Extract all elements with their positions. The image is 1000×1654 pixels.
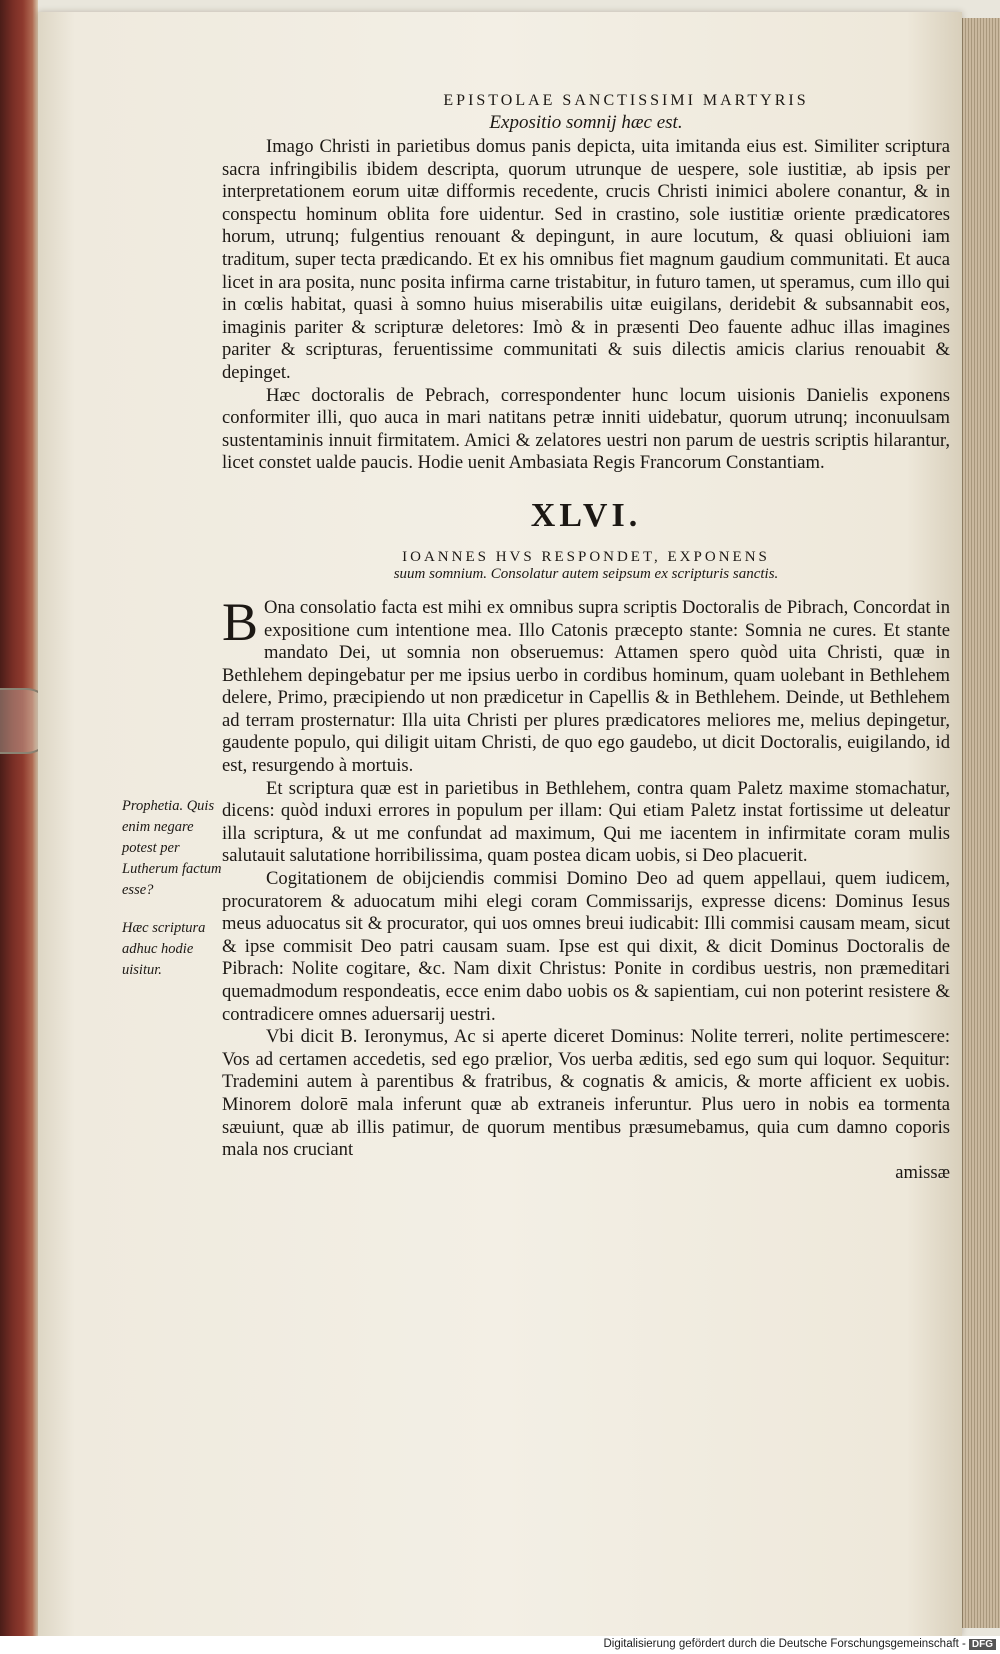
margin-note-scriptura: Hæc scriptura adhuc hodie uisitur. [122,920,206,978]
paragraph: Imago Christi in parietibus domus panis depicta, uita imitanda eius est. Similiter scriptura sacra infringibilis ibidem descripta, quorum utrunque de uespere, sole iustitiæ, ab ipsis per interpretationem eorum uitæ difformis recedente, crucis Christi inimici abolere conantur, & in conspectu hominum oblita fore uidentur. Sed in crastino, sole iustitiæ oriente prædicatores horum, utrunq; fulgentius renouant & depingunt, in aure locutum, & quasi obliuioni iam traditum, super tecta prædicando. Et ex his omnibus fiet magnum gaudium communitati. Et auca licet in ara posita, nunc posita infirma carne tristabitur, in futuro tamen, ut speramus, cum illo qui in cœlis habitat, quasi à somno huius miserabilis uitæ euigilans, deridebit & subsannabit eos, imaginis pariter & scripturæ deletores: Imò & in præsenti Deo fauente adhuc illas imagines pariter & scripturas, feruentissime communitati & suis dilectis amicis clarius renouabit & depinget. [222,136,950,383]
running-head: EPISTOLAE SANCTISSIMI MARTYRIS [443,92,809,109]
section-title: Expositio somnij hæc est. [489,112,683,133]
main-text [222,92,950,1184]
chapter-number: XLVI. [530,496,642,534]
dfg-logo: DFG [969,1639,996,1650]
letter-subheading: suum somnium. Consolatur autem seipsum ex scripturis sanctis. [393,565,779,582]
paragraph: Vbi dicit B. Ieronymus, Ac si aperte diceret Dominus: Nolite terreri, nolite pertimescere: Vos ad certamen accedetis, sed ego prælior, Vos uerba æditis, sed ego sum qui loquor. Sequitur: Trademini autem à parentibus & fratribus, & cognatis & amicis, & morte afficient ex uobis. Minorem dolorē mala inferunt quæ ab extraneis inferuntur. Plus uero in nobis ea tormenta sæuiunt, quæ ab illis patimur, de quorum mentibus præsumebamus, quia cum damno coporis mala nos cruciant [222,1026,950,1161]
footer [603,1638,996,1650]
first-paragraph [222,591,950,778]
paragraph: Hæc doctoralis de Pebrach, correspondenter hunc locum uisionis Danielis exponens conformiter illi, quo auca in mari natitans petræ inniti uidebatur, quorum utrunq; inconuulsam sustentaminis innuit firmitatem. Amici & zelatores uestri non parum de uestris scriptis hilarantur, licet constet ualde paucis. Hodie uenit Ambasiata Regis Francorum Constantiam. [222,384,950,474]
first-paragraph-text: Ona consolatio facta est mihi ex omnibus supra scriptis Doctoralis de Pibrach, Concordat in expositione cum intentione mea. Illo Catonis præcepto stante: Somnia ne cures. Et stante mandato Dei, ut somnia non obseruemus: Attamen spero quòd uita Christi, quæ in Bethlehem depingebatur per me ipsius uerbo in cordibus hominum, quam uolebant in Bethlehem delere, Primo, præcipiendo ut non prædicetur in Capellis & in Bethlehem. Deinde, ut Bethlehem ad terram prosternatur: Illa uita Christi per plures prædicatores meliores me, melius depingetur, gaudente populo, qui diligit uitam Christi, de quo ego gaudebo, ut dicit Doctoralis, euigilando, id est, resurgendo à mortuis. [222,596,950,777]
paragraph: Et scriptura quæ est in parietibus in Bethlehem, contra quam Paletz maxime stomachatur, dicens: quòd induxi errores in populum per illam: Qui etiam Paletz instat fortissime ut deleatur illa scriptura, & ut me confundat ad maximum, Qui me iacentem in infirmitate coram mulis salutauit salutatione horribilissima, quam postea dicam uobis, si Deo placuerit. [222,777,950,867]
page-edges [962,18,1000,1628]
margin-note-prophetia: Prophetia. Quis enim negare potest per Lutherum factum esse? [122,798,222,898]
footer-credit: Digitalisierung gefördert durch die Deutsche Forschungsgemeinschaft - [603,1638,966,1650]
book-cover [0,0,38,1654]
catchword: amissæ [895,1161,950,1183]
paragraph: Cogitationem de obijciendis commisi Domino Deo ad quem appellaui, quem iudicem, procuratorem & aduocatum mihi elegi coram Commissarijs, expresse dicens: Dominus Iesus meus aduocatus sit & procurator, qui uos omnes breui iudicabit: Illi commisi causam meam, sicut & ipse commisit Deo patri causam suam. Ipse est qui dixit, & dicit Dominus Doctoralis de Pibrach: Nolite cogitare, &c. Nam dixit Christus: Ponite in cordibus uestris, non præmeditari quemadmodum respondeatis, ecce enim dabo uobis os & sapientiam, cui non poterint resistere & contradicere omnes aduersarij uestri. [222,868,950,1025]
drop-cap: B [222,591,259,652]
letter-heading: IOANNES HVS RESPONDET, EXPONENS [402,548,770,565]
